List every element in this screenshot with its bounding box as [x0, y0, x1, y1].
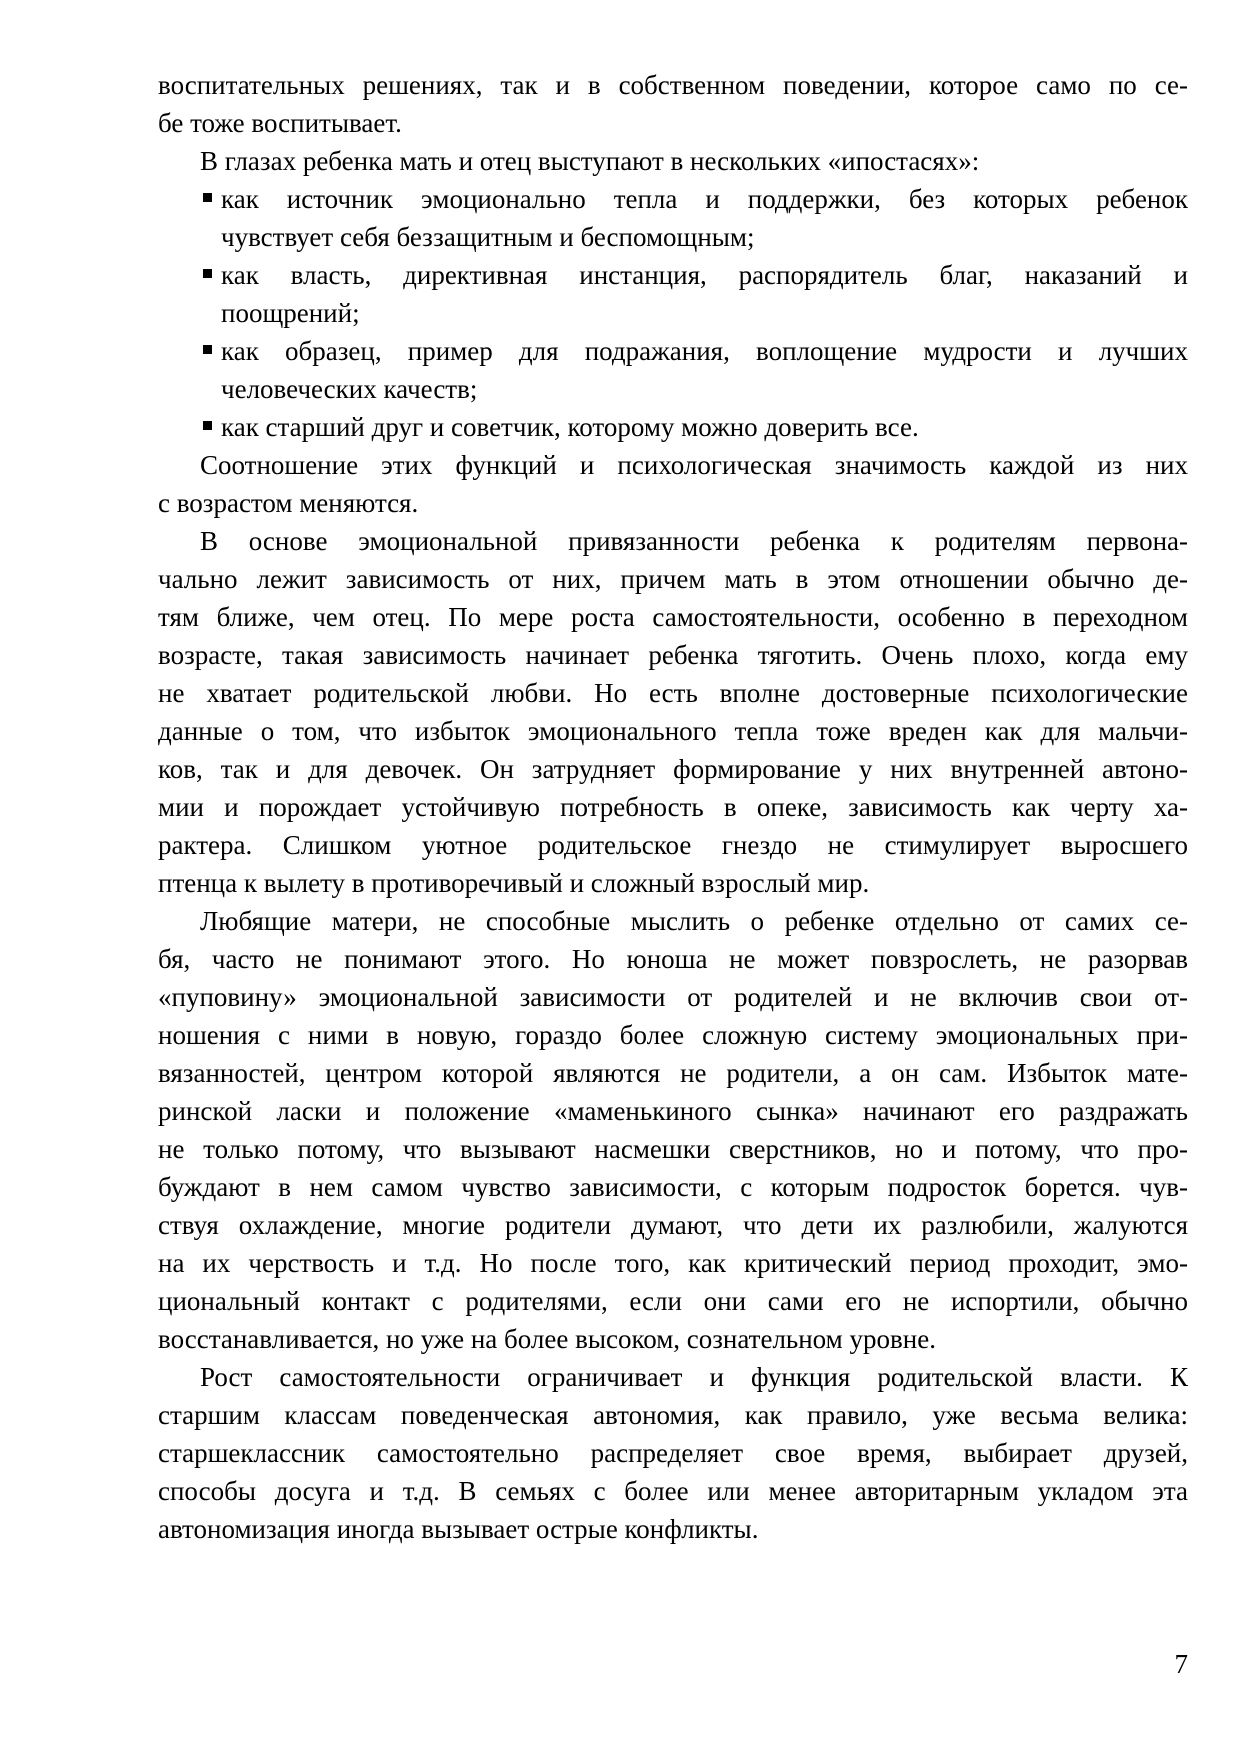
text-line: чувствует себя беззащитным и беспомощным;	[221, 222, 755, 252]
text-line: не хватает родительской любви. Но есть вполне достоверные психологические	[158, 678, 1188, 708]
text-line: вязанностей, центром которой являются не родители, а он сам. Избыток мате-	[158, 1058, 1188, 1088]
text-line: Рост самостоятельности ограничивает и функция родительской власти. К	[200, 1362, 1188, 1392]
text-line: возрасте, такая зависимость начинает ребенка тяготить. Очень плохо, когда ему	[158, 640, 1188, 670]
text-line: автономизация иногда вызывает острые конфликты.	[158, 1514, 759, 1544]
text-line: старшеклассник самостоятельно распределяет свое время, выбирает друзей,	[158, 1438, 1188, 1468]
paragraph	[158, 66, 1188, 142]
paragraph	[158, 446, 1188, 522]
text-line: как старший друг и советчик, которому можно доверить все.	[158, 408, 1188, 446]
paragraph	[158, 1358, 1188, 1548]
text-line: восстанавливается, но уже на более высоком, сознательном уровне.	[158, 1324, 936, 1354]
bullet-item	[158, 256, 1188, 332]
text-column	[158, 66, 1188, 1548]
text-line: как образец, пример для подражания, воплощение мудрости и лучших	[158, 332, 1188, 370]
text-line: старшим классам поведенческая автономия, как правило, уже весьма велика:	[158, 1400, 1188, 1430]
bullet-item	[158, 180, 1188, 256]
text-line: буждают в нем самом чувство зависимости, с которым подросток борется. чув-	[158, 1172, 1188, 1202]
text-line: птенца к вылету в противоречивый и сложный взрослый мир.	[158, 868, 870, 898]
text-line: не только потому, что вызывают насмешки сверстников, но и потому, что про-	[158, 1134, 1188, 1164]
bullet-item	[158, 408, 1188, 446]
text-line: ствуя охлаждение, многие родители думают, что дети их разлюбили, жалуются	[158, 1210, 1188, 1240]
bullet-square-icon	[203, 345, 212, 354]
text-line: ношения с ними в новую, гораздо более сложную систему эмоциональных при-	[158, 1020, 1188, 1050]
text-line: ков, так и для девочек. Он затрудняет формирование у них внутренней автоно-	[158, 754, 1188, 784]
text-line: мии и порождает устойчивую потребность в опеке, зависимость как черту ха-	[158, 792, 1188, 822]
text-line: человеческих качеств;	[221, 374, 478, 404]
text-line: тям ближе, чем отец. По мере роста самостоятельности, особенно в переходном	[158, 602, 1188, 632]
text-line: как власть, директивная инстанция, распорядитель благ, наказаний и	[158, 256, 1188, 294]
text-line: воспитательных решениях, так и в собственном поведении, которое само по се-	[158, 70, 1188, 100]
text-line: Соотношение этих функций и психологическая значимость каждой из них	[200, 450, 1188, 480]
bullet-item	[158, 332, 1188, 408]
bullet-square-icon	[203, 421, 212, 430]
paragraph	[158, 522, 1188, 902]
text-line: Любящие матери, не способные мыслить о ребенке отдельно от самих се-	[200, 906, 1188, 936]
bullet-square-icon	[203, 193, 212, 202]
text-line: бя, часто не понимают этого. Но юноша не может повзрослеть, не разорвав	[158, 944, 1188, 974]
text-line: чально лежит зависимость от них, причем мать в этом отношении обычно де-	[158, 564, 1188, 594]
text-line: «пуповину» эмоциональной зависимости от родителей и не включив свои от-	[158, 982, 1188, 1012]
text-line: ринской ласки и положение «маменькиного сынка» начинают его раздражать	[158, 1096, 1188, 1126]
text-line: способы досуга и т.д. В семьях с более или менее авторитарным укладом эта	[158, 1476, 1188, 1506]
text-line: В основе эмоциональной привязанности ребенка к родителям первона-	[200, 526, 1188, 556]
text-line: на их черствость и т.д. Но после того, как критический период проходит, эмо-	[158, 1248, 1188, 1278]
paragraph	[158, 902, 1188, 1358]
paragraph	[158, 142, 1188, 180]
text-line: с возрастом меняются.	[158, 488, 419, 518]
text-line: циональный контакт с родителями, если они сами его не испортили, обычно	[158, 1286, 1188, 1316]
page-number: 7	[1174, 1649, 1188, 1679]
bullet-square-icon	[203, 269, 212, 278]
text-line: В глазах ребенка мать и отец выступают в нескольких «ипостасях»:	[200, 146, 980, 176]
text-line: как источник эмоционально тепла и поддержки, без которых ребенок	[158, 180, 1188, 218]
text-line: данные о том, что избыток эмоционального тепла тоже вреден как для мальчи-	[158, 716, 1188, 746]
text-line: поощрений;	[221, 298, 360, 328]
text-line: рактера. Слишком уютное родительское гнездо не стимулирует выросшего	[158, 830, 1188, 860]
text-line: бе тоже воспитывает.	[158, 108, 402, 138]
